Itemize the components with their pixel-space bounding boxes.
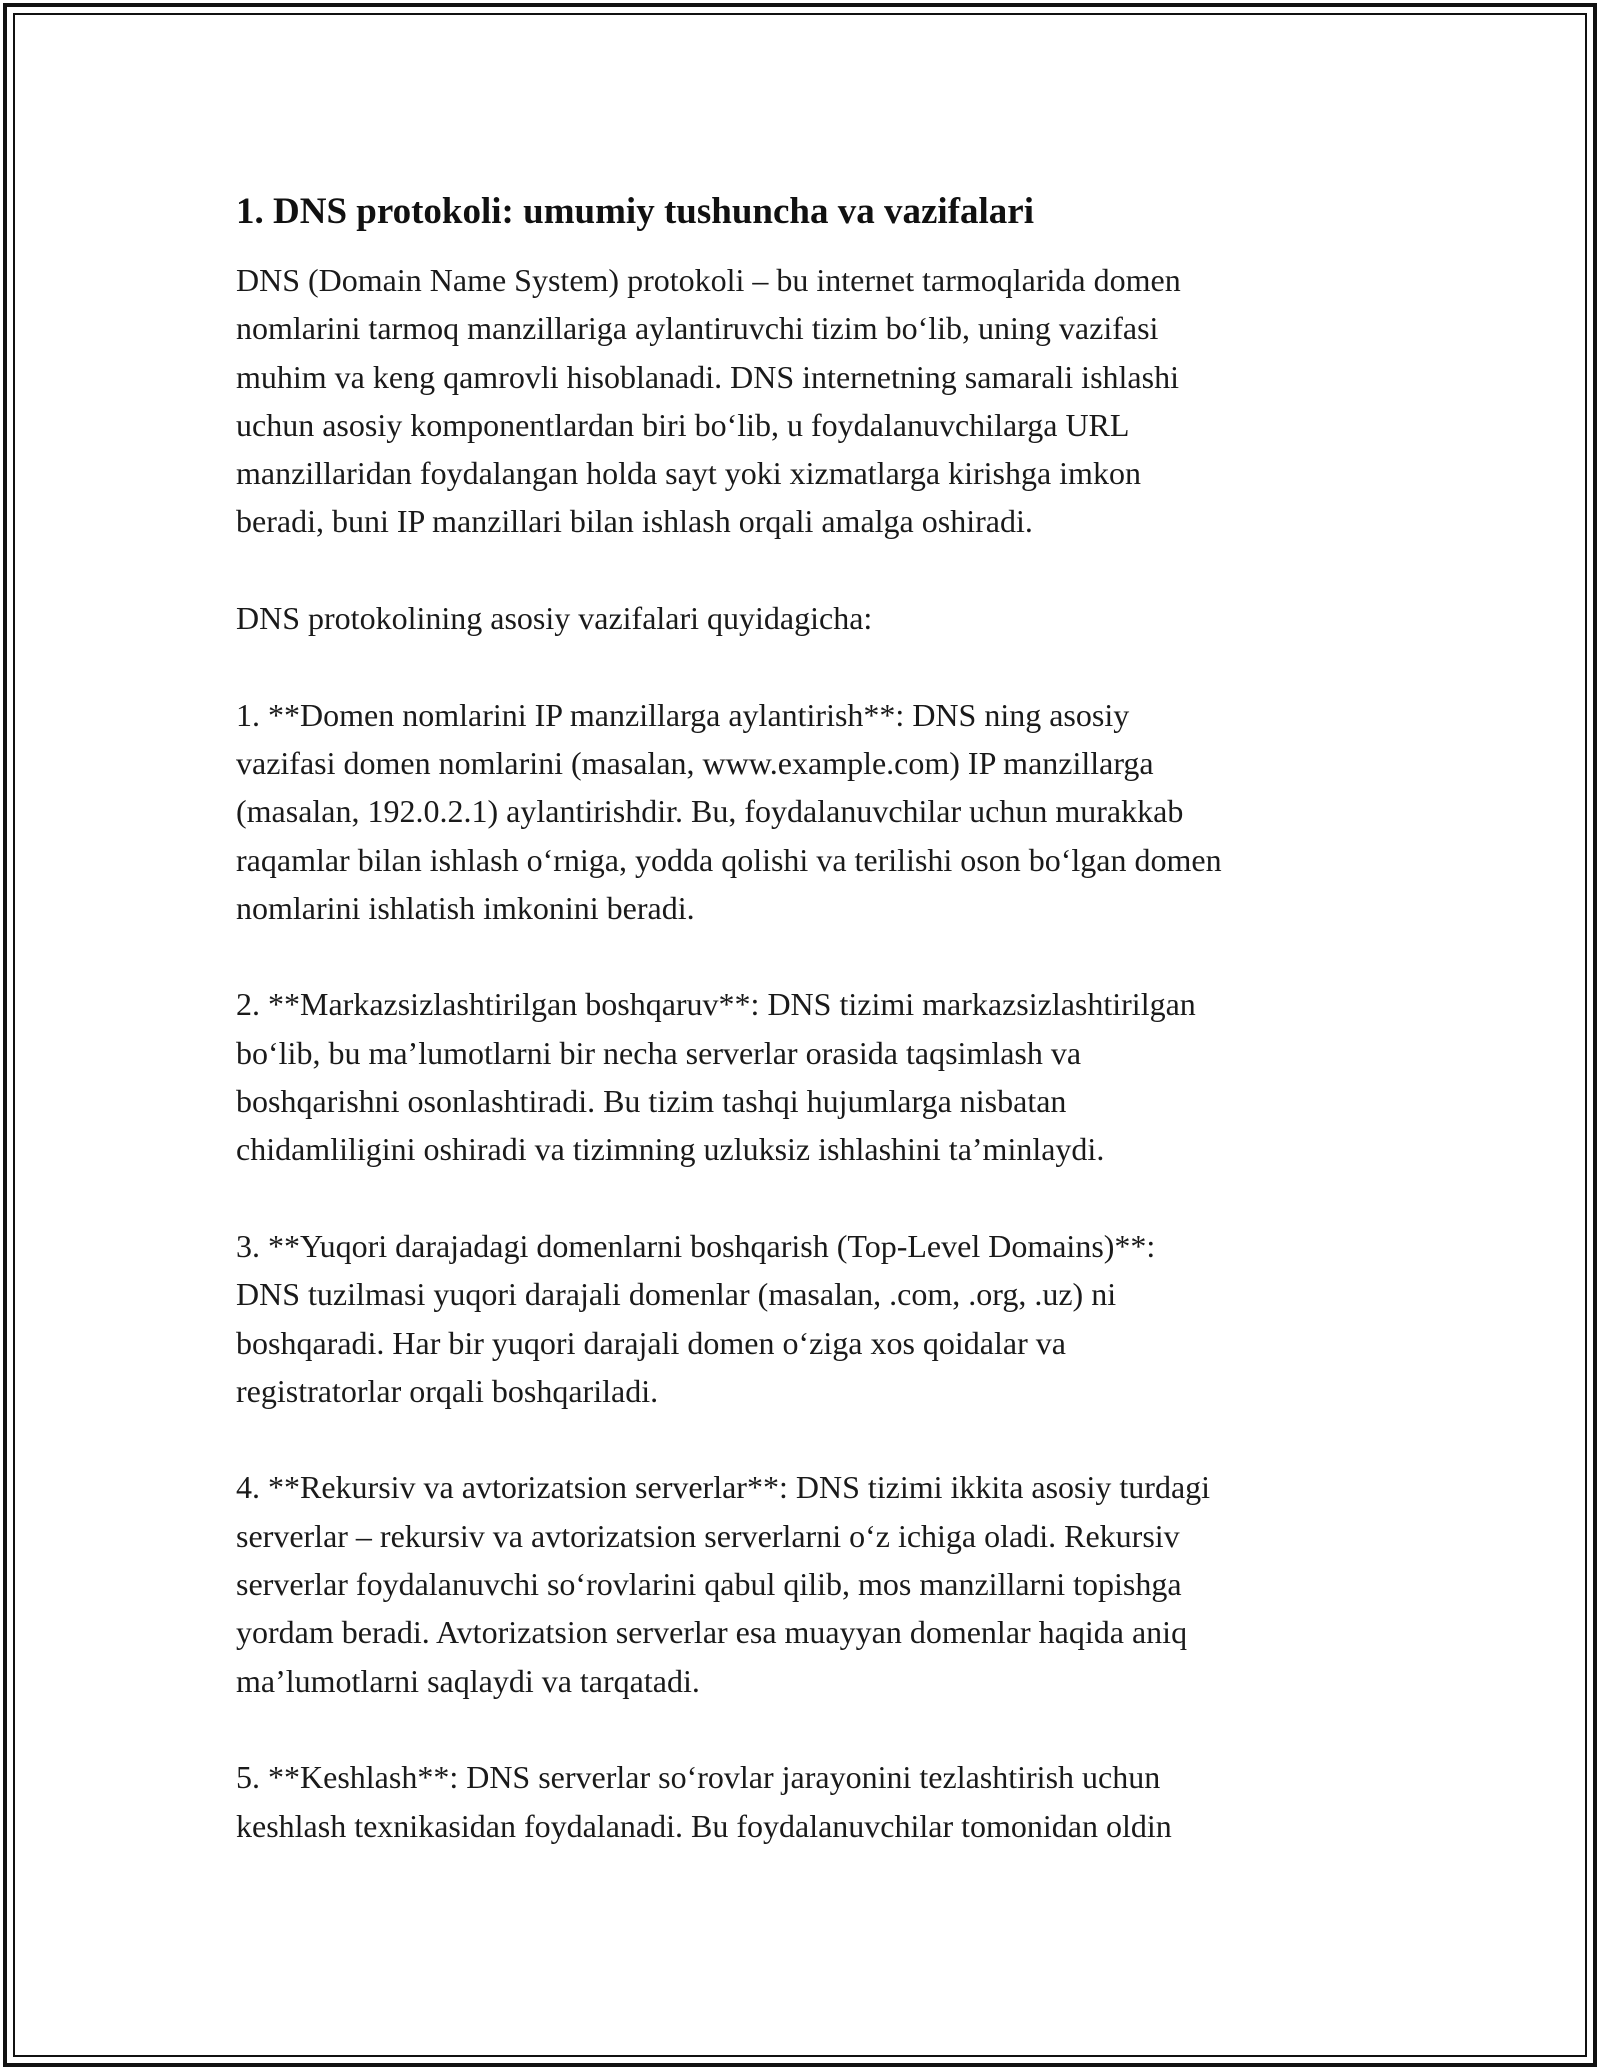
list-item-3-paragraph: 3. **Yuqori darajadagi domenlarni boshqarish (Top-Level Domains)**: DNS tuzilmasi yuqori darajali domenlar (masalan, .com, .org, .uz) ni boshqaradi. Har bir yuqori darajali domen o‘ziga xos qoidalar va registratorlar orqali boshqariladi.	[236, 1227, 1156, 1409]
intro-paragraph: DNS (Domain Name System) protokoli – bu internet tarmoqlarida domen nomlarini tarmoq manzillariga aylantiruvchi tizim bo‘lib, uning vazifasi muhim va keng qamrovli hisoblanadi. DNS internetning samarali ishlashi uchun asosiy komponentlardan biri bo‘lib, u foydalanuvchilarga URL manzillaridan foydalangan holda sayt yoki xizmatlarga kirishga imkon beradi, buni IP manzillari bilan ishlash orqali amalga oshiradi.	[236, 262, 1181, 540]
functions-lead-paragraph: DNS protokolining asosiy vazifalari quyidagicha:	[236, 600, 873, 637]
list-item-1-paragraph: 1. **Domen nomlarini IP manzillarga aylantirish**: DNS ning asosiy vazifasi domen nomlarini (masalan, www.example.com) IP manzillarga (masalan, 192.0.2.1) aylantirishdir. Bu, foydalanuvchilar uchun murakkab raqamlar bilan ishlash o‘rniga, yodda qolishi va terilishi oson bo‘lgan domen nomlarini ishlatish imkonini beradi.	[236, 696, 1222, 926]
document-body	[236, 188, 1376, 1850]
list-item-2-paragraph: 2. **Markazsizlashtirilgan boshqaruv**: DNS tizimi markazsizlashtirilgan bo‘lib, bu ma’lumotlarni bir necha serverlar orasida taqsimlash va boshqarishni osonlashtiradi. Bu tizim tashqi hujumlarga nisbatan chidamliligini oshiradi va tizimning uzluksiz ishlashini ta’minlaydi.	[236, 986, 1196, 1168]
section-heading: 1. DNS protokoli: umumiy tushuncha va vazifalari	[236, 191, 1034, 232]
list-item-5-paragraph: 5. **Keshlash**: DNS serverlar so‘rovlar jarayonini tezlashtirish uchun keshlash texnikasidan foydalanadi. Bu foydalanuvchilar tomonidan oldin	[236, 1759, 1172, 1844]
list-item-4-paragraph: 4. **Rekursiv va avtorizatsion serverlar**: DNS tizimi ikkita asosiy turdagi serverlar – rekursiv va avtorizatsion serverlarni o‘z ichiga oladi. Rekursiv serverlar foydalanuvchi so‘rovlarini qabul qilib, mos manzillarni topishga yordam beradi. Avtorizatsion serverlar esa muayyan domenlar haqida aniq ma’lumotlarni saqlaydi va tarqatadi.	[236, 1469, 1211, 1699]
